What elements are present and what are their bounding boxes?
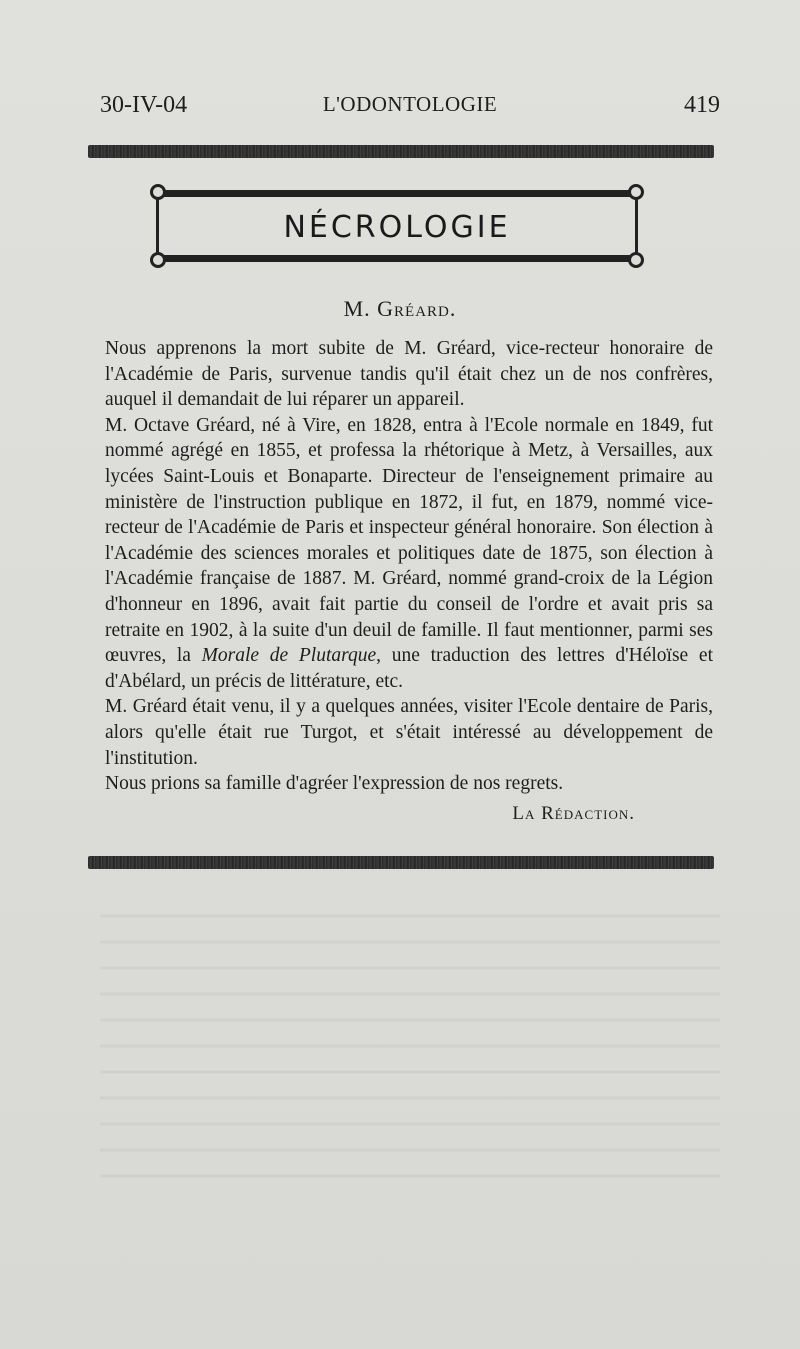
bleed-through-texture xyxy=(100,900,720,1200)
corner-ornament-icon xyxy=(150,184,166,200)
paragraph-2-text-end: , une traduction des lettres d'Héloïse et d'Abélard, un précis de littérature, etc. xyxy=(105,645,713,692)
bottom-ornamental-rule xyxy=(88,856,714,869)
corner-ornament-icon xyxy=(628,184,644,200)
issue-date: 30-IV-04 xyxy=(100,92,188,118)
frame-top-line xyxy=(160,190,634,197)
journal-title: L'ODONTOLOGIE xyxy=(322,92,498,116)
section-title-frame xyxy=(150,180,644,272)
subject-name: Gréard. xyxy=(377,296,457,321)
corner-ornament-icon xyxy=(628,252,644,268)
subject-prefix: M. xyxy=(343,296,378,321)
paragraph-2-text: M. Octave Gréard, né à Vire, en 1828, entra à l'Ecole normale en 1849, fut nommé agrégé en 1855, et professa la rhétorique à Metz, à Versailles, aux lycées Saint-Louis et Bonaparte. Directeur de l'enseignement primaire au ministère de l'instruction publique en 1872, il fut, en 1879, nommé vice-recteur de l'Académie de Paris et inspecteur général honoraire. Son élection à l'Académie des sciences morales et politiques date de 1875, son élection à l'Académie française de 1887. M. Gréard, nommé grand-croix de la Légion d'honneur en 1896, avait fait partie du conseil de l'ordre et avait pris sa retraite en 1902, à la suite d'un deuil de famille. Il faut mentionner, parmi ses œuvres, la xyxy=(105,414,713,667)
work-title: Morale de Plutarque xyxy=(201,645,377,667)
paragraph-2 xyxy=(105,413,713,695)
page-number: 419 xyxy=(684,92,720,118)
obituary-text xyxy=(105,336,713,797)
obituary-subject xyxy=(0,296,800,322)
paragraph-1: Nous apprenons la mort subite de M. Gréard, vice-recteur honoraire de l'Académie de Paris, survenue tandis qu'il était chez un de nos confrères, auquel il demandait de lui réparer un appareil. xyxy=(105,338,713,411)
corner-ornament-icon xyxy=(150,252,166,268)
frame-bottom-line xyxy=(160,255,634,262)
top-ornamental-rule xyxy=(88,145,714,158)
paragraph-3: M. Gréard était venu, il y a quelques années, visiter l'Ecole dentaire de Paris, alors qu'elle était rue Turgot, et s'était intéressé au développement de l'institution. xyxy=(105,696,713,769)
running-head xyxy=(100,92,720,132)
signature: La Rédaction. xyxy=(512,803,635,824)
section-title: NÉCROLOGIE xyxy=(283,210,511,245)
paragraph-4: Nous prions sa famille d'agréer l'expression de nos regrets. xyxy=(105,773,564,795)
